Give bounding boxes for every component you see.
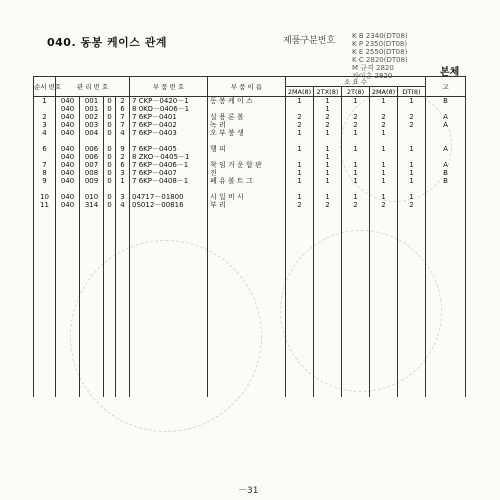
table-cell-m1: 040 [56,129,80,137]
table-cell-q2: 1 [314,105,342,113]
blank-cell [80,209,104,217]
table-cell-m4: 9 [116,145,130,153]
table-cell-part: 04717－01800 [130,193,208,201]
table-cell-part: 7 6KP－0403 [130,129,208,137]
table-cell-q1: 1 [286,169,314,177]
table-row [34,137,466,145]
table-cell-q2: 1 [314,161,342,169]
table-cell-m2: 002 [80,113,104,121]
table-cell-q4 [370,153,398,161]
table-cell-m1: 040 [56,177,80,185]
blank-row [34,277,466,337]
table-cell-part: 7 6KP－0407 [130,169,208,177]
table-cell-q3 [342,105,370,113]
blank-cell [314,209,342,217]
blank-cell [286,217,314,277]
blank-cell [80,337,104,397]
table-cell-m1: 040 [56,121,80,129]
table-cell-q3: 1 [342,177,370,185]
table-cell-q4 [370,185,398,193]
table-cell-q4: 1 [370,169,398,177]
table-row [34,145,466,153]
table-cell-ref: 11 [34,201,56,209]
table-cell-m1: 040 [56,201,80,209]
table-cell-note: A [426,161,466,169]
table-row [34,121,466,129]
blank-cell [34,209,56,217]
qty-header: 소 요 수 [286,77,426,87]
table-cell-q4 [370,137,398,145]
table-cell-q5: 1 [398,97,426,106]
blank-cell [80,277,104,337]
table-cell-q5 [398,185,426,193]
table-cell-part [130,137,208,145]
qty-col-header: DT(8) [398,87,426,97]
table-cell-name [208,153,286,161]
table-cell-m3: 0 [104,129,116,137]
mgmt-no-header: 관 리 번 호 [56,77,130,97]
table-cell-m4: 1 [116,177,130,185]
blank-cell [342,217,370,277]
table-cell-q3 [342,153,370,161]
table-row [34,113,466,121]
table-cell-part: 7 6KP－0408－1 [130,177,208,185]
table-cell-q5 [398,137,426,145]
blank-cell [314,337,342,397]
table-cell-m2: 004 [80,129,104,137]
product-code: K C 2820(DT08) [352,56,408,64]
table-cell-q3: 1 [342,97,370,106]
table-cell-m2: 009 [80,177,104,185]
table-cell-m1: 040 [56,97,80,106]
table-cell-m1: 040 [56,161,80,169]
table-cell-q5: 1 [398,193,426,201]
product-code: K P 2350(DT08) [352,40,408,48]
table-cell-q4: 1 [370,129,398,137]
product-code: K E 2550(DT08) [352,48,408,56]
parts-table [33,76,466,397]
table-cell-m2: 001 [80,97,104,106]
page-title: 040. 동봉 케이스 관계 [47,36,168,49]
body-label: 본체 [440,67,460,78]
table-cell-ref: 9 [34,177,56,185]
blank-cell [208,337,286,397]
table-cell-m2: 001 [80,105,104,113]
table-cell-part: 0S012－00816 [130,201,208,209]
table-cell-q3 [342,185,370,193]
table-cell-m4: 7 [116,121,130,129]
table-cell-q3 [342,137,370,145]
table-cell-ref: 6 [34,145,56,153]
blank-cell [208,277,286,337]
blank-row [34,337,466,397]
table-cell-m1: 040 [56,113,80,121]
blank-cell [426,337,466,397]
blank-cell [116,209,130,217]
table-cell-part: 8 0KO－0406－1 [130,105,208,113]
table-cell-m2: 007 [80,161,104,169]
table-cell-m4 [116,137,130,145]
table-row [34,161,466,169]
table-cell-ref: 8 [34,169,56,177]
table-row [34,105,466,113]
blank-cell [370,209,398,217]
table-cell-m1: 040 [56,105,80,113]
table-cell-ref [34,137,56,145]
table-cell-q1: 2 [286,113,314,121]
table-cell-q1: 1 [286,177,314,185]
table-cell-q1: 1 [286,129,314,137]
table-cell-q1: 1 [286,161,314,169]
table-cell-name: 진 [208,169,286,177]
table-cell-q2: 1 [314,145,342,153]
table-cell-q5: 1 [398,169,426,177]
table-cell-m3: 0 [104,105,116,113]
blank-cell [426,209,466,217]
table-row [34,201,466,209]
table-cell-note [426,185,466,193]
table-cell-m1 [56,137,80,145]
table-cell-q4: 1 [370,145,398,153]
table-cell-q5 [398,129,426,137]
blank-cell [398,337,426,397]
table-cell-m4: 7 [116,113,130,121]
blank-cell [104,217,116,277]
blank-cell [130,217,208,277]
table-cell-part: 7 6KP－0406－1 [130,161,208,169]
table-cell-name: 시 일 비 시 [208,193,286,201]
table-cell-ref: 3 [34,121,56,129]
blank-cell [116,277,130,337]
table-cell-q5: 2 [398,201,426,209]
table-cell-q4: 1 [370,161,398,169]
table-cell-name [208,185,286,193]
table-cell-q1: 1 [286,145,314,153]
page-number: －31 [238,486,259,496]
blank-cell [56,217,80,277]
blank-cell [370,277,398,337]
table-cell-q1: 2 [286,121,314,129]
table-cell-note [426,105,466,113]
table-cell-q2: 1 [314,153,342,161]
table-cell-q5: 1 [398,161,426,169]
blank-cell [370,217,398,277]
table-cell-q4: 2 [370,121,398,129]
table-cell-q2: 1 [314,129,342,137]
table-cell-name: 행 피 [208,145,286,153]
table-cell-q2 [314,185,342,193]
table-cell-q5: 1 [398,145,426,153]
product-code: 차이총 2820 [352,72,393,80]
table-cell-m2: 006 [80,153,104,161]
blank-cell [342,209,370,217]
table-cell-q4: 1 [370,97,398,106]
table-cell-m3: 0 [104,97,116,106]
part-no-header: 부 품 번 호 [130,77,208,97]
blank-cell [286,209,314,217]
table-cell-ref [34,153,56,161]
note-header: 고 [426,77,466,97]
table-cell-q1: 1 [286,97,314,106]
table-cell-q4 [370,105,398,113]
blank-cell [130,337,208,397]
table-cell-m2 [80,137,104,145]
table-cell-part: 7 6KP－0401 [130,113,208,121]
table-cell-q5: 1 [398,177,426,185]
table-cell-m4: 3 [116,193,130,201]
blank-cell [342,277,370,337]
blank-cell [34,217,56,277]
table-cell-q4: 2 [370,201,398,209]
table-cell-name [208,137,286,145]
table-cell-name: 동 봉 케 이 스 [208,97,286,106]
table-cell-q3: 2 [342,121,370,129]
table-cell-m3 [104,185,116,193]
table-cell-part: 7 CKP－0420－1 [130,97,208,106]
table-cell-ref: 1 [34,97,56,106]
blank-cell [56,277,80,337]
table-cell-q4: 1 [370,193,398,201]
table-cell-note: A [426,113,466,121]
blank-cell [116,217,130,277]
product-code-label: 제품구분번호 [283,36,336,46]
qty-col-header: 2T(8) [342,87,370,97]
table-cell-m4: 6 [116,161,130,169]
table-cell-note: B [426,177,466,185]
blank-cell [56,209,80,217]
table-cell-m3: 0 [104,193,116,201]
table-cell-m4 [116,185,130,193]
table-cell-q2: 1 [314,193,342,201]
blank-cell [208,209,286,217]
table-cell-q2 [314,137,342,145]
product-code: M 규격 2820 [352,64,394,72]
table-cell-q3: 1 [342,129,370,137]
table-cell-m2: 003 [80,121,104,129]
table-cell-m4: 2 [116,97,130,106]
table-cell-m4: 3 [116,169,130,177]
table-cell-m2: 006 [80,145,104,153]
table-cell-part: 8 ZKO－0405－1 [130,153,208,161]
table-cell-name: 착 임 거 운 합 판 [208,161,286,169]
table-cell-q3: 1 [342,145,370,153]
table-cell-m4: 4 [116,129,130,137]
table-cell-q1: 2 [286,201,314,209]
table-cell-name: 녹 러 [208,121,286,129]
table-cell-m2: 010 [80,193,104,201]
product-code-list [352,32,408,80]
table-cell-m2: 314 [80,201,104,209]
table-cell-name: 부 리 [208,201,286,209]
blank-cell [208,217,286,277]
table-cell-q1 [286,105,314,113]
table-cell-ref: 2 [34,113,56,121]
table-cell-note [426,201,466,209]
table-cell-ref: 4 [34,129,56,137]
blank-cell [130,277,208,337]
table-cell-part [130,185,208,193]
table-cell-note [426,153,466,161]
table-cell-q5: 2 [398,113,426,121]
blank-row [34,209,466,217]
qty-col-header: 2MA(8) [370,87,398,97]
blank-row [34,217,466,277]
table-cell-ref: 7 [34,161,56,169]
table-cell-q3: 2 [342,201,370,209]
blank-cell [34,277,56,337]
blank-cell [104,209,116,217]
table-cell-ref [34,185,56,193]
table-cell-note: B [426,97,466,106]
table-cell-q1 [286,153,314,161]
table-cell-m2: 008 [80,169,104,177]
blank-cell [130,209,208,217]
table-row [34,153,466,161]
table-cell-name: 오 부 붕 생 [208,129,286,137]
table-cell-q3: 2 [342,113,370,121]
table-cell-m3 [104,137,116,145]
table-cell-m3: 0 [104,153,116,161]
part-name-header: 부 품 이 름 [208,77,286,97]
blank-cell [286,337,314,397]
table-cell-q2: 1 [314,177,342,185]
blank-cell [116,337,130,397]
table-cell-q2: 2 [314,201,342,209]
table-cell-q4: 2 [370,113,398,121]
table-cell-part: 7 6KP－0405 [130,145,208,153]
table-cell-ref: 10 [34,193,56,201]
table-cell-m1: 040 [56,169,80,177]
blank-cell [398,217,426,277]
table-cell-m4: 2 [116,153,130,161]
table-cell-m4: 6 [116,105,130,113]
table-cell-ref [34,105,56,113]
table-cell-m1: 040 [56,153,80,161]
table-cell-q2: 1 [314,169,342,177]
qty-col-header: 2TX(8) [314,87,342,97]
table-cell-q1 [286,185,314,193]
blank-cell [370,337,398,397]
table-cell-m3: 0 [104,145,116,153]
table-cell-m1 [56,185,80,193]
blank-cell [398,277,426,337]
blank-cell [426,277,466,337]
table-cell-name: 실 용 론 볼 [208,113,286,121]
table-cell-q2: 2 [314,121,342,129]
table-cell-q5 [398,153,426,161]
table-cell-m2 [80,185,104,193]
table-cell-note [426,129,466,137]
table-cell-m3: 0 [104,169,116,177]
blank-cell [286,277,314,337]
table-cell-m3: 0 [104,121,116,129]
table-row [34,193,466,201]
blank-cell [342,337,370,397]
table-cell-q5: 2 [398,121,426,129]
table-cell-q3: 1 [342,193,370,201]
blank-cell [314,217,342,277]
table-cell-note: A [426,145,466,153]
table-cell-q2: 2 [314,113,342,121]
product-code: K B 2340(DT08) [352,32,408,40]
table-row [34,177,466,185]
table-cell-q3: 1 [342,169,370,177]
table-cell-name: 폐 유 볼 트 그 [208,177,286,185]
blank-cell [104,277,116,337]
table-cell-q3: 1 [342,161,370,169]
blank-cell [426,217,466,277]
blank-cell [34,337,56,397]
blank-cell [398,209,426,217]
table-cell-part: 7 6KP－0402 [130,121,208,129]
table-cell-m1: 040 [56,193,80,201]
ref-no-header: 순서 번호 [34,77,56,97]
blank-cell [80,217,104,277]
table-cell-q5 [398,105,426,113]
blank-cell [56,337,80,397]
table-cell-note [426,137,466,145]
table-cell-note: A [426,121,466,129]
table-row [34,185,466,193]
table-cell-m3: 0 [104,161,116,169]
table-row [34,169,466,177]
table-cell-note: B [426,169,466,177]
table-row [34,129,466,137]
qty-col-header: 2MA(8) [286,87,314,97]
table-cell-q4: 1 [370,177,398,185]
table-cell-m1: 040 [56,145,80,153]
blank-cell [104,337,116,397]
table-cell-m3: 0 [104,201,116,209]
table-cell-m3: 0 [104,113,116,121]
table-cell-m4: 4 [116,201,130,209]
table-cell-q1: 1 [286,193,314,201]
table-cell-name [208,105,286,113]
table-cell-m3: 0 [104,177,116,185]
table-cell-q2: 1 [314,97,342,106]
blank-cell [314,277,342,337]
table-row [34,97,466,106]
table-cell-q1 [286,137,314,145]
table-cell-note [426,193,466,201]
